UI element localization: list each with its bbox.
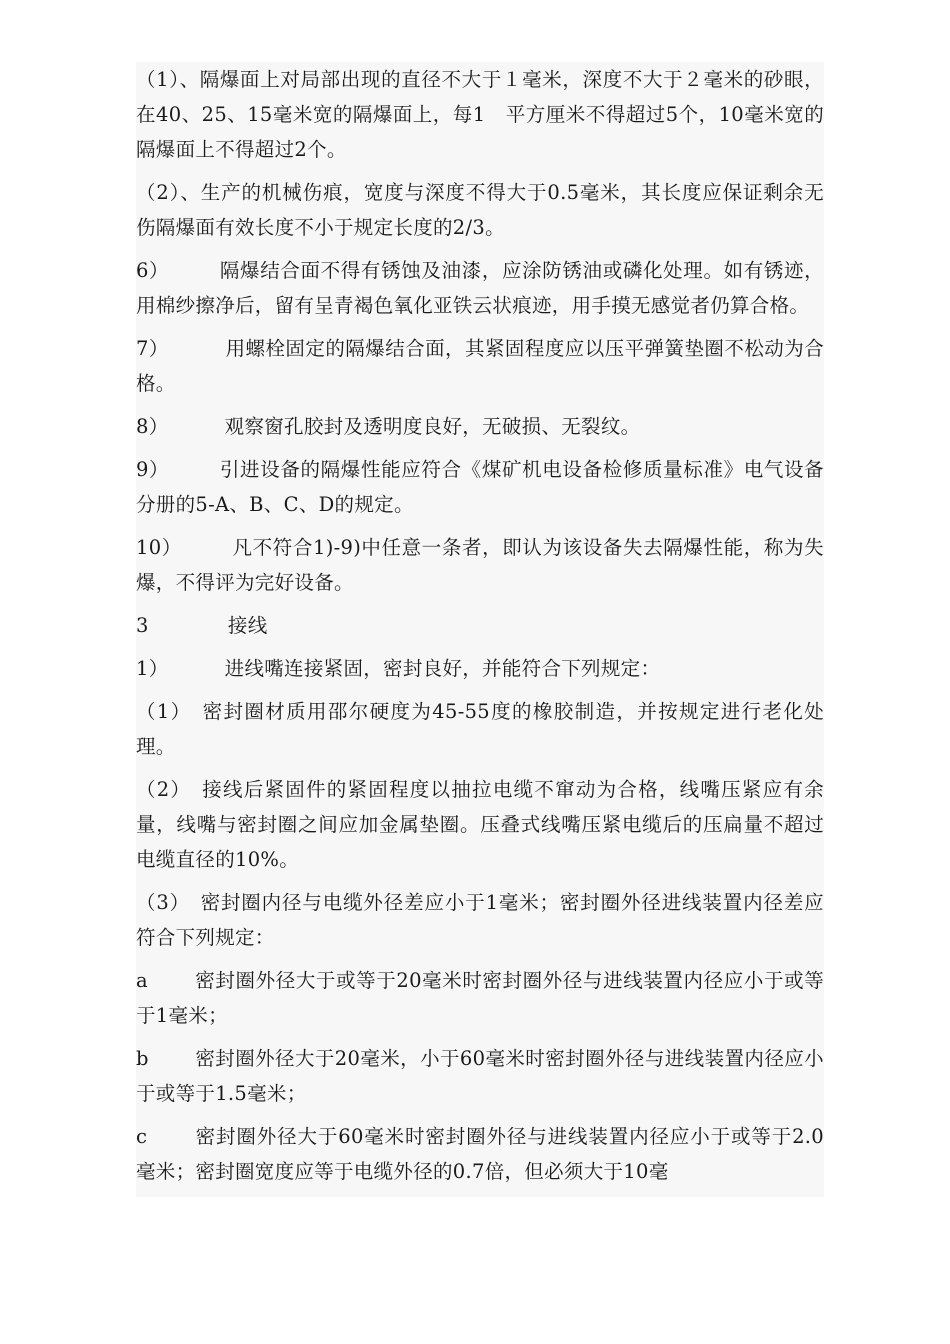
paragraph-rule-b: b 密封圈外径大于20毫米，小于60毫米时密封圈外径与进线装置内径应小于或等于1.5毫米； [136, 1047, 824, 1105]
paragraph-seal-diameter: （3） 密封圈内径与电缆外径差应小于1毫米；密封圈外径进线装置内径差应符合下列规定： [136, 891, 824, 949]
paragraph-rule-c: c 密封圈外径大于60毫米时密封圈外径与进线装置内径应小于或等于2.0毫米；密封圈宽度应等于电缆外径的0.7倍，但必须大于10毫 [136, 1125, 824, 1183]
paragraph-wiring-item-1: 1） 进线嘴连接紧固，密封良好，并能符合下列规定： [136, 657, 661, 680]
paragraph-seal-material: （1） 密封圈材质用邵尔硬度为45-55度的橡胶制造，并按规定进行老化处理。 [136, 700, 824, 758]
paragraph-item-10-failure: 10） 凡不符合1)-9)中任意一条者，即认为该设备失去隔爆性能，称为失爆，不得评为完好设备。 [136, 536, 824, 594]
paragraph-item-8-window: 8） 观察窗孔胶封及透明度良好，无破损、无裂纹。 [136, 415, 641, 438]
paragraph-rule-a: a 密封圈外径大于或等于20毫米时密封圈外径与进线装置内径应小于或等于1毫米； [136, 969, 824, 1027]
section-heading-wiring: 3 接线 [136, 614, 268, 637]
paragraph-explosion-surface-sandholes: （1）、隔爆面上对局部出现的直径不大于１毫米，深度不大于２毫米的砂眼，在40、25、15毫米宽的隔爆面上，每1 平方厘米不得超过5个，10毫米宽的隔爆面上不得超过2个。 [136, 68, 824, 161]
document-page [136, 62, 824, 1197]
paragraph-item-7-bolts: 7） 用螺栓固定的隔爆结合面，其紧固程度应以压平弹簧垫圈不松动为合格。 [136, 337, 824, 395]
paragraph-item-6-rust: 6） 隔爆结合面不得有锈蚀及油漆，应涂防锈油或磷化处理。如有锈迹，用棉纱擦净后，留有呈青褐色氧化亚铁云状痕迹，用手摸无感觉者仍算合格。 [136, 259, 824, 317]
paragraph-item-9-imported: 9） 引进设备的隔爆性能应符合《煤矿机电设备检修质量标准》电气设备分册的5-A、B、C、D的规定。 [136, 458, 824, 516]
paragraph-fastening: （2） 接线后紧固件的紧固程度以抽拉电缆不窜动为合格，线嘴压紧应有余量，线嘴与密封圈之间应加金属垫圈。压叠式线嘴压紧电缆后的压扁量不超过电缆直径的10%。 [136, 778, 824, 871]
paragraph-mechanical-scratches: （2）、生产的机械伤痕，宽度与深度不得大于0.5毫米，其长度应保证剩余无伤隔爆面有效长度不小于规定长度的2/3。 [136, 181, 824, 239]
